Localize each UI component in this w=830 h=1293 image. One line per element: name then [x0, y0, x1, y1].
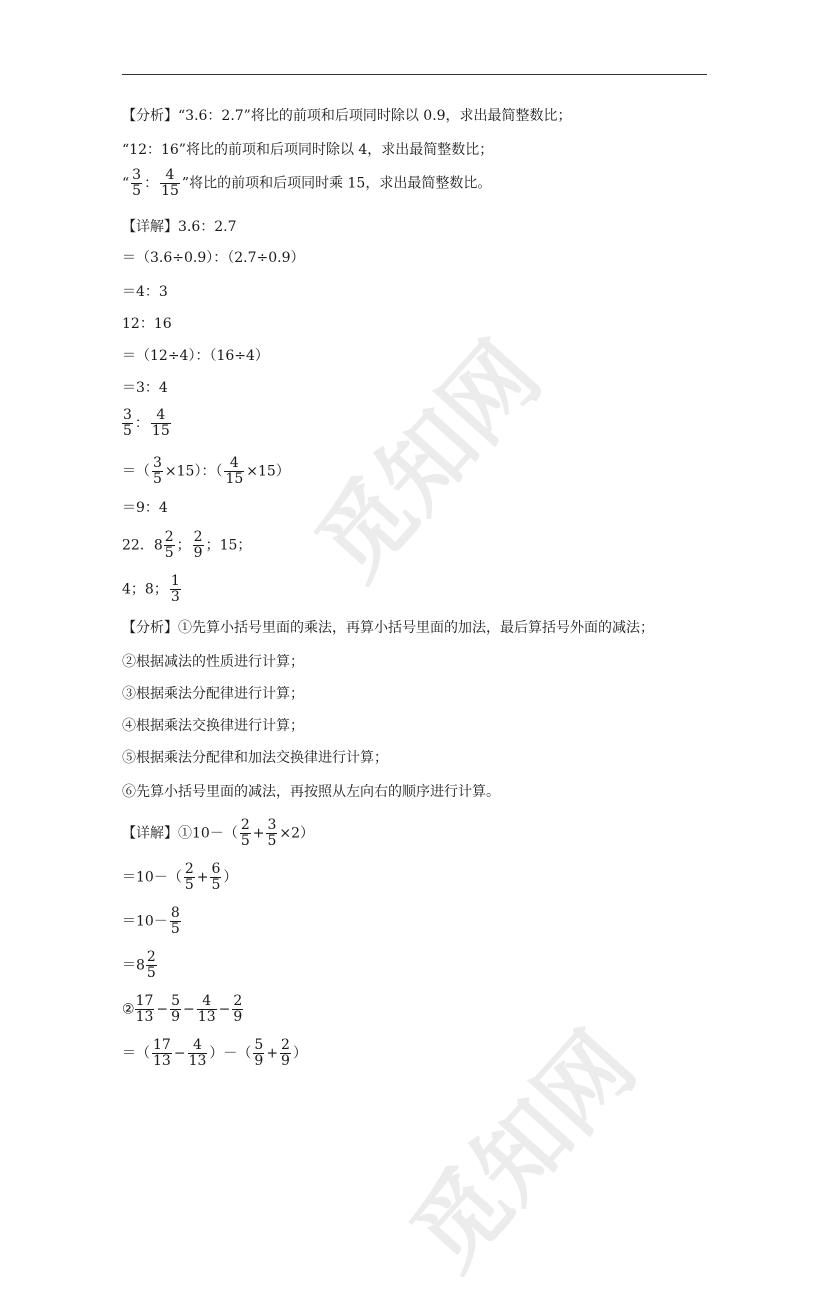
- step-line: ＝（3.6÷0.9）：（2.7÷0.9）: [122, 250, 305, 266]
- answer-22-line-1: 22．8 $\frac{2}{5}$ ； $\frac{2}{9}$ ；15；: [122, 529, 252, 561]
- fraction: $\frac{2}{9}$: [233, 993, 243, 1025]
- analysis-line: ⑤根据乘法分配律和加法交换律进行计算；: [122, 750, 388, 766]
- fraction: $\frac{2}{5}$: [164, 529, 174, 561]
- step-line: ＝3：4: [122, 380, 168, 396]
- analysis-line: ⑥先算小括号里面的减法，再按照从左向右的顺序进行计算。: [122, 784, 500, 800]
- fraction: $\frac{2}{5}$: [240, 817, 250, 849]
- step-line: 12：16: [122, 316, 172, 332]
- fraction: $\frac{17}{13}$: [153, 1037, 171, 1069]
- fraction: $\frac{4}{15}$: [161, 167, 179, 199]
- fraction: $\frac{3}{5}$: [267, 817, 277, 849]
- analysis-line: ②根据减法的性质进行计算；: [122, 654, 304, 670]
- fraction: $\frac{3}{5}$: [123, 407, 132, 439]
- analysis-line-2: “12：16”将比的前项和后项同时除以 4，求出最简整数比；: [122, 142, 494, 158]
- solution-title-1: 【详解】3.6：2.7: [122, 219, 237, 235]
- fraction: $\frac{3}{5}$: [132, 167, 142, 199]
- fraction: $\frac{5}{9}$: [171, 993, 181, 1025]
- fraction: $\frac{8}{5}$: [170, 905, 180, 937]
- step-line: ＝（12÷4）：（16÷4）: [122, 348, 269, 364]
- step-line: ② $\frac{17}{13}$ − $\frac{5}{9}$ − $\frac{4}{13}$ − $\frac{2}{9}$: [122, 993, 243, 1025]
- analysis-line-3: “ $\frac{3}{5}$ ： $\frac{4}{15}$ ”将比的前项和后项同时乘 15，求出最简整数比。: [122, 167, 492, 199]
- fraction: $\frac{4}{13}$: [188, 1037, 207, 1069]
- solution-title-2: 【详解】①10－（ $\frac{2}{5}$ + $\frac{3}{5}$ ×2）: [122, 817, 315, 849]
- analysis-line: ③根据乘法分配律进行计算；: [122, 686, 304, 702]
- fraction: $\frac{4}{15}$: [151, 407, 170, 439]
- watermark-bottom: 觅知网: [391, 1012, 656, 1290]
- step-line: ＝10－ $\frac{8}{5}$: [122, 905, 180, 937]
- fraction: $\frac{2}{9}$: [281, 1037, 290, 1069]
- fraction: $\frac{1}{3}$: [170, 573, 180, 605]
- analysis-line: 【分析】①先算小括号里面的乘法，再算小括号里面的加法，最后算括号外面的减法；: [122, 620, 654, 636]
- fraction: $\frac{17}{13}$: [135, 993, 154, 1025]
- fraction: $\frac{2}{9}$: [193, 529, 203, 561]
- step-line: ＝（ $\frac{3}{5}$ ×15）：（ $\frac{4}{15}$ ×15）: [122, 455, 290, 487]
- answer-22-line-2: 4；8； $\frac{1}{3}$: [122, 573, 180, 605]
- step-line: ＝4：3: [122, 284, 168, 300]
- fraction: $\frac{2}{5}$: [184, 861, 194, 893]
- analysis-line-1: 【分析】“3.6：2.7”将比的前项和后项同时除以 0.9，求出最简整数比；: [122, 108, 572, 124]
- step-line: ＝9：4: [122, 500, 168, 516]
- analysis-line: ④根据乘法交换律进行计算；: [122, 718, 304, 734]
- header-rule: [122, 74, 707, 75]
- fraction: $\frac{4}{13}$: [197, 993, 216, 1025]
- step-line: ＝（ $\frac{17}{13}$ − $\frac{4}{13}$ ）－（ $\frac{5}{9}$ + $\frac{2}{9}$ ）: [122, 1037, 307, 1069]
- fraction: $\frac{4}{15}$: [225, 455, 244, 487]
- step-line: $\frac{3}{5}$ ： $\frac{4}{15}$: [123, 407, 170, 439]
- fraction: $\frac{2}{5}$: [146, 949, 156, 981]
- watermark: 觅知网: [296, 322, 561, 600]
- fraction: $\frac{5}{9}$: [254, 1037, 264, 1069]
- step-line: ＝10－（ $\frac{2}{5}$ + $\frac{6}{5}$ ）: [122, 861, 238, 893]
- fraction: $\frac{3}{5}$: [153, 455, 162, 487]
- fraction: $\frac{6}{5}$: [211, 861, 221, 893]
- step-line: ＝8 $\frac{2}{5}$: [122, 949, 156, 981]
